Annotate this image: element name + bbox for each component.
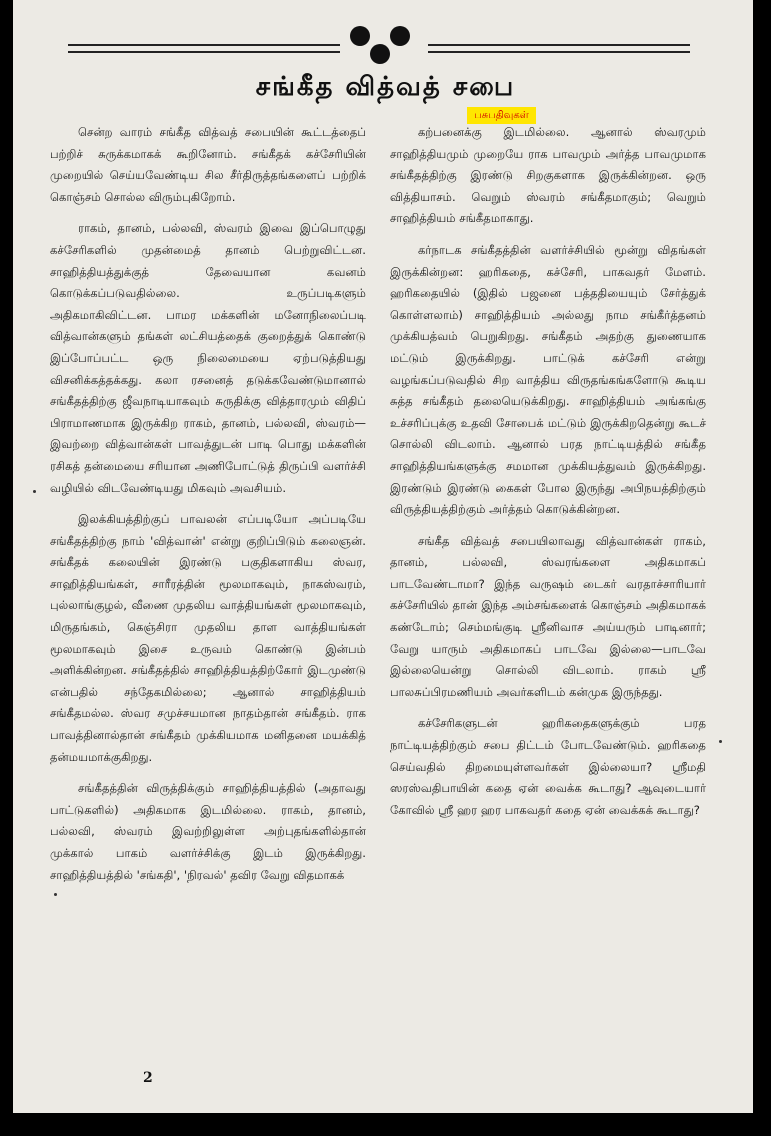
paragraph: சங்கீத வித்வத் சபையிலாவது வித்வான்கள் ராகம், தானம், பல்லவி, ஸ்வரங்களை அதிகமாகப் பாடவேண்டாமா? இந்த வருஷம் டைகர் வரதாச்சாரியார் கச்சேரியில் தான் இந்த அம்சங்களைக் கொஞ்சம் அதிகமாகக் கண்டோம்; செம்மங்குடி ஸ்ரீனிவாச அய்யரும் பாடினார்; வேறு யாரும் அதிகமாகப் பாடவே இல்லை—பாடவே இல்லையென்று சொல்லி விடலாம். ராகம் ஸ்ரீ பாலசுப்பிரமணியம் அவர்களிடம் கன்முக இருந்தது.	[390, 533, 706, 699]
ornament-rule	[68, 44, 340, 46]
watermark-badge: பசுபதிவுகள்	[467, 107, 536, 124]
ornament-rule	[428, 51, 690, 53]
ornament-rule	[68, 51, 340, 53]
print-speck	[719, 740, 722, 743]
scan-border	[753, 0, 771, 1136]
article-title: சங்கீத வித்வத் சபை	[255, 72, 516, 102]
paragraph: கர்நாடக சங்கீதத்தின் வளர்ச்சியில் மூன்று விதங்கள் இருக்கின்றன: ஹரிகதை, கச்சேரி, பாகவதர் மேளம். ஹரிகதையில் (இதில் பஜனை பத்ததியையும் சேர்த்துக் கொள்ளலாம்) சாஹித்தியம் அல்லது நாம சங்கீர்த்தனம் முக்கியத்வம் பெறுகிறது. சங்கீதம் அதற்கு துணையாக மட்டும் இருக்கிறது. பாட்டுக் கச்சேரி என்று வழங்கப்படுவதில் சிற வாத்திய விருதங்கங்களோடு கூடிய சுத்த சங்கீதம் தலையெடுக்கிறது. சாஹித்தியம் அங்கங்கு உச்சரிப்புக்கு உதவி சோபைக் மட்டும் இருக்கிறதென்று கூடச் சொல்லி விடலாம். ஆனால் பரத நாட்டியத்தில் சங்கீத சாஹித்தியங்களுக்கு சமமான முக்கியத்துவம் இருக்கிறது. இரண்டும் இரண்டு கைகள் போல இருந்து அபிநயத்திற்கும் விருத்தியத்திற்கும் அர்த்தம் கொடுக்கின்றன.	[390, 242, 706, 517]
paragraph: சென்ற வாரம் சங்கீத வித்வத் சபையின் கூட்டத்தைப் பற்றிச் சுருக்கமாகக் கூறினோம். சங்கீதக் கச்சேரியின் முறையில் செய்யவேண்டிய சில சீர்திருத்தங்களைப் பற்றிக் கொஞ்சம் சொல்ல விரும்புகிறோம்.	[50, 125, 366, 204]
right-column	[390, 122, 706, 831]
paragraph: இலக்கியத்திற்குப் பாவலன் எப்படியோ அப்படியே சங்கீதத்திற்கு நாம் 'வித்வான்' என்று குறிப்பிடும் கலைஞன். சங்கீதக் கலையின் இரண்டு பகுதிகளாகிய ஸ்வர, சாஹித்தியங்கள், சாரீரத்தின் மூலமாகவும், நாகஸ்வரம், புல்லாங்குழல், வீணை முதலிய வாத்தியங்கள் மூலமாகவும், மிருதங்கம், கெஞ்சிரா முதலிய தாள வாத்தியங்கள் மூலமாகவும் இசை உருவம் கொண்டு இன்பம் அளிக்கின்றன. சங்கீதத்தில் சாஹித்தியத்திற்கோர் இடமுண்டு என்பதில் சந்தேகமில்லை; ஆனால் சாஹித்தியம் சங்கீதமல்ல. ஸ்வர சமுச்சயமான நாதம்தான் சங்கீதம். ராக பாவத்தினால்தான் சங்கீதம் முக்கியமாக மனிதனை மயக்கித் தன்மயமாக்குகிறது.	[50, 512, 366, 764]
paragraph: கற்பனைக்கு இடமில்லை. ஆனால் ஸ்வரமும் சாஹித்தியமும் முறையே ராக பாவமும் அர்த்த பாவமுமாக சங்கீதத்திற்கு இரண்டு சிறகுகளாக இருக்கின்றன. ஒரு வித்தியாசம். வெறும் ஸ்வரம் சங்கீதமாகும்; வெறும் சாஹித்தியம் சங்கீதமாகாது.	[390, 125, 706, 226]
page-number: 2	[143, 1070, 153, 1086]
left-column	[50, 122, 366, 896]
header-ornament	[0, 24, 771, 68]
ornament-rule	[428, 44, 690, 46]
paragraph: கச்சேரிகளுடன் ஹரிகதைகளுக்கும் பரத நாட்டியத்திற்கும் சபை திட்டம் போடவேண்டும். ஹரிகதை செய்வதில் திறமையுள்ளவர்கள் இல்லையா? ஸ்ரீமதி ஸரஸ்வதிபாயின் கதை ஏன் வைக்க கூடாது? ஆவுடையார் கோவில் ஸ்ரீ ஹர ஹர பாகவதர் கதை ஏன் வைக்கக் கூடாது?	[390, 716, 706, 817]
paragraph: ராகம், தானம், பல்லவி, ஸ்வரம் இவை இப்பொழுது கச்சேரிகளில் முதன்மைத் தானம் பெற்றுவிட்டன. சாஹித்தியத்துக்குத் தேவையான கவனம் கொடுக்கப்படுவதில்லை. உருப்படிகளும் அதிகமாகிவிட்டன. பாமர மக்களின் மனோநிலைப்படி வித்வான்களும் தங்கள் லட்சியத்தைக் குறைத்துக் கொண்டு இப்போப்பட்ட ஒரு நிலைமையை ஏற்படுத்தியது விசனிக்கத்தக்கது. கலா ரசனைத் தடுக்கவேண்டுமானால் சங்கீதத்திற்கு ஜீவநாடியாகவும் சுருதிக்கு வித்தாரமும் விதிப் பிராமாணமாக இருக்கிற ராகம், தானம், பல்லவி, ஸ்வரம்—இவற்றை வித்வான்கள் பாவத்துடன் பாடி பொது மக்களின் ரசிகத் தன்மையை சரியான அணிபோட்டுத் திருப்பி வளர்ச்சி வழியில் விடவேண்டியது மிகவும் அவசியம்.	[50, 221, 366, 495]
ornament-dot	[390, 26, 410, 46]
ornament-dot	[350, 26, 370, 46]
print-speck	[33, 490, 36, 493]
ornament-dot	[370, 44, 390, 64]
paragraph: சங்கீதத்தின் விருத்திக்கும் சாஹித்தியத்தில் (அதாவது பாட்டுகளில்) அதிகமாக இடமில்லை. ராகம், தானம், பல்லவி, ஸ்வரம் இவற்றிலுள்ள அற்புதங்களில்தான் முக்கால் பாகம் வளர்ச்சிக்கு இடம் இருக்கிறது. சாஹித்தியத்தில் 'சங்கதி', 'நிரவல்' தவிர வேறு விதமாகக்	[50, 781, 366, 882]
